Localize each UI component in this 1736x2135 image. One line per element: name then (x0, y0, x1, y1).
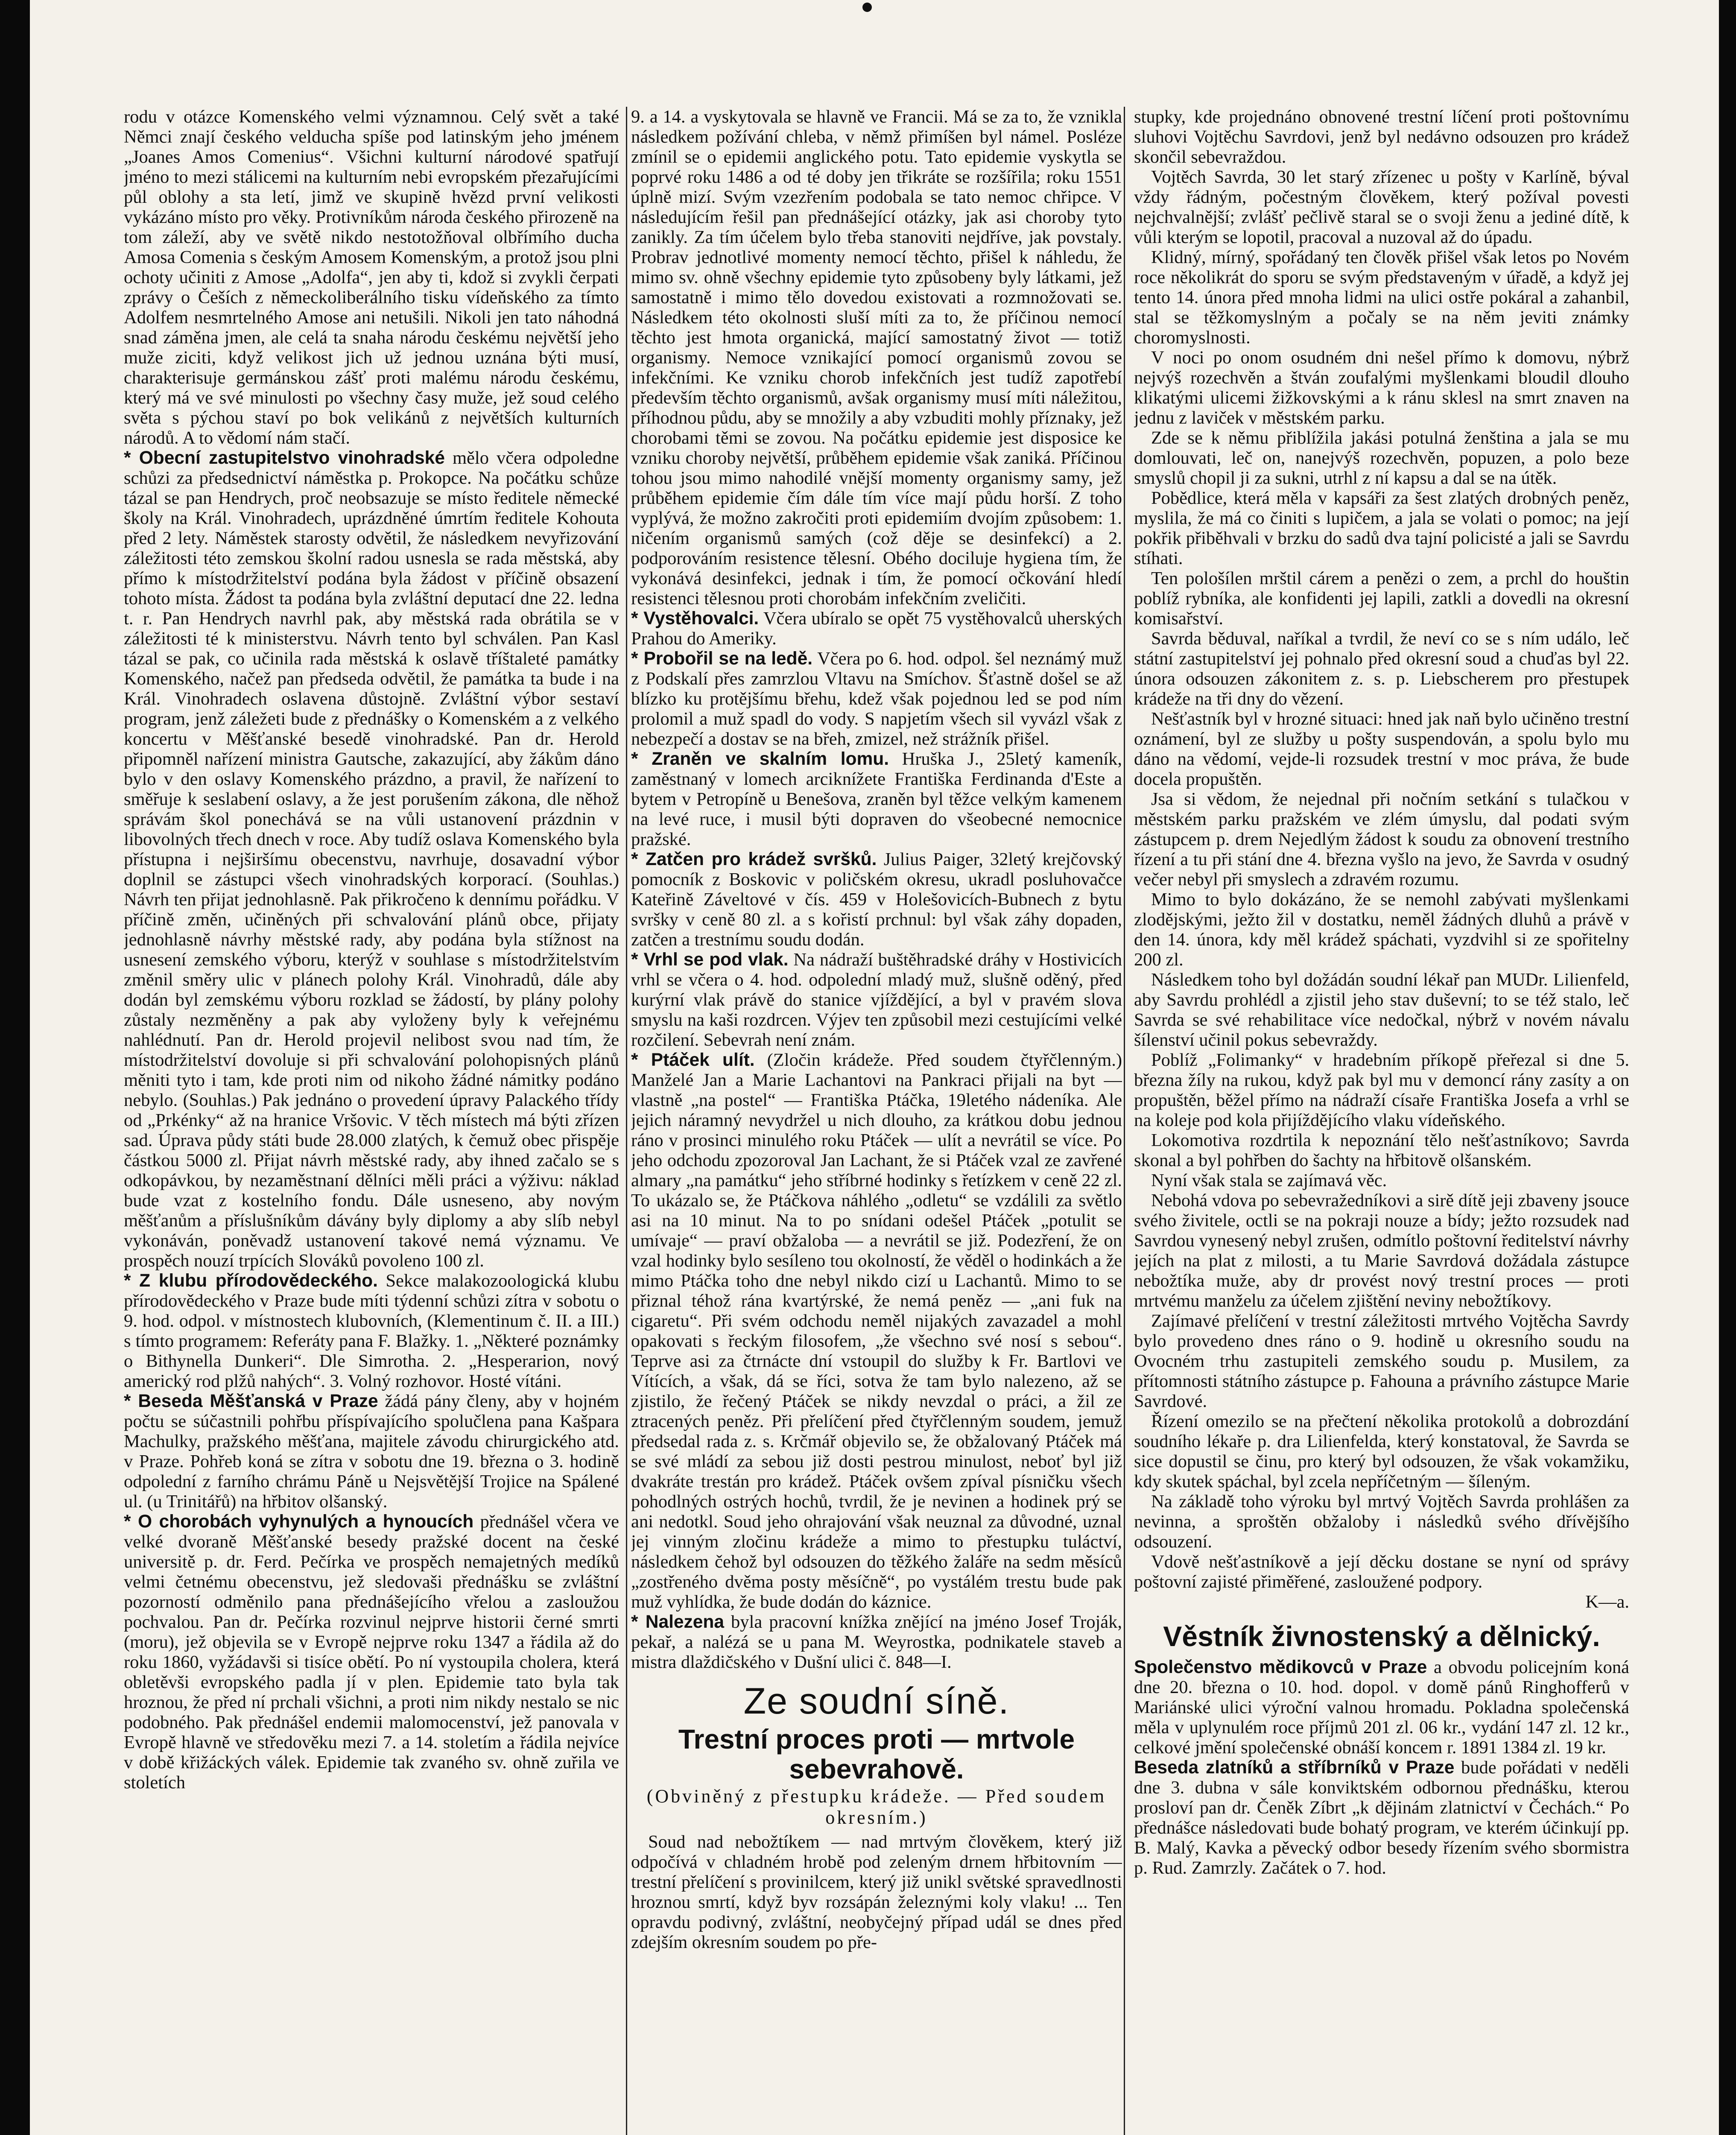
article-paragraph (631, 950, 1122, 1050)
article-heading: * Beseda Měšťanská v Praze (124, 1391, 378, 1411)
article-subtitle: (Obviněný z přestupku krádeže. — Před soudem okresním.) (646, 1786, 1107, 1828)
article-text: stupky, kde projednáno obnovené trestní líčení proti poštovnímu sluhovi Vojtěchu Savrdovi, jenž byl nedávno odsouzen pro krádež skončil sebevraždou. (1134, 107, 1629, 167)
article-heading: * Ptáček ulít. (631, 1050, 755, 1070)
article-paragraph (631, 749, 1122, 849)
article-text: Zajímavé přelíčení v trestní záležitosti mrtvého Vojtěcha Savrdy bylo provedeno dnes ráno o 9. hodině u okresního soudu na Ovocném trhu zastupiteli zemského soudu p. Musilem, za přítomnosti státního zástupce p. Fahouna a právního zástupce Marie Savrdové. (1134, 1311, 1629, 1411)
article-text: Řízení omezilo se na přečtení několika protokolů a dobrozdání soudního lékaře p. dra Lilienfelda, který konstatoval, že Savrda se sice dopustil se činu, pro který byl odsouzen, že však vokamžiku, kdy skutek spáchal, byl zcela nepříčetným — šíleným. (1134, 1411, 1629, 1492)
section-title-trade: Věstník živnostenský a dělnický. (1163, 1620, 1600, 1652)
article-paragraph (631, 1612, 1122, 1672)
article-heading: * Vrhl se pod vlak. (631, 950, 789, 970)
newspaper-page (124, 107, 1640, 2135)
article-heading: * O chorobách vyhynulých a hynoucích (124, 1512, 474, 1532)
article-heading: * Zatčen pro krádež svršků. (631, 849, 877, 869)
article-text: Včera ubíralo se opět 75 vystěhovalců uherských Prahou do Ameriky. (631, 608, 1122, 649)
article-paragraph (124, 1391, 619, 1512)
article-paragraph (1134, 1758, 1629, 1878)
article-paragraph (631, 849, 1122, 950)
article-paragraph (631, 649, 1122, 749)
article-text: Na nádraží buštěhradské dráhy v Hostivicích vrhl se včera o 4. hod. odpolední mladý muž, slušně oděný, před kurýrní vlak právě do stanice vjíždějící, a byl v pravém slova smyslu na kaši rozdrcen. Výjev ten způsobil mezi cestujícími velké rozčilení. Sebevrah není znám. (631, 950, 1122, 1050)
article-heading: * Nalezena (631, 1612, 725, 1632)
article-paragraph (1134, 1657, 1629, 1758)
column-1 (124, 107, 619, 2135)
article-text: Zde se k němu přiblížila jakási potulná ženština a jala se mu domlouvati, leč on, nanejvýš rozechvěn, popuzen, a polo beze smyslů chopil ji za sukni, utrhl z ní kapsu a dal se na útěk. (1134, 428, 1629, 488)
article-text: byla pracovní knížka znějící na jméno Josef Troják, pekař, a nalézá se u pana M. Weyrostka, podnikatele staveb a mistra dlaždičského v Dušní ulici č. 848—I. (631, 1612, 1122, 1672)
article-text: Vojtěch Savrda, 30 let starý zřízenec u pošty v Karlíně, býval vždy řádným, počestným člověkem, který požíval povesti nejchvalnější; zvlášť pečlivě staral se o svoji ženu a jediné dítě, k vůli kterým se lopotil, pracoval a nuzoval až do úpadu. (1134, 167, 1629, 247)
article-paragraph (631, 608, 1122, 649)
article-heading: Beseda zlatníků a stříbrníků v Praze (1134, 1758, 1455, 1778)
author-signature: K—a. (1585, 1592, 1629, 1612)
article-paragraph (124, 1271, 619, 1391)
article-paragraph (124, 448, 619, 1271)
article-paragraph (124, 1512, 619, 1793)
article-text: Ten pološílen mrštil cárem a penězi o zem, a prchl do houštin poblíž rybníka, ale konfidenti jej lapili, zatkli a dovedli na okresní komisařství. (1134, 568, 1629, 629)
article-text: Včera po 6. hod. odpol. šel neznámý muž z Podskalí přes zamrzlou Vltavu na Smíchov. Šťastně došel se až blízko ku protějšímu břehu, kdež však pojednou led se pod ním prolomil a muž spadl do vody. S napjetím všech sil vyvázl však z nebezpečí a dostav se na břeh, zmizel, než strážník přišel. (631, 649, 1122, 749)
section-title-court: Ze soudní síně. (743, 1681, 1010, 1722)
article-heading: * Z klubu přírodovědeckého. (124, 1271, 378, 1291)
article-text: Nyní však stala se zajímavá věc. (1151, 1170, 1387, 1190)
article-text: Lokomotiva rozdrtila k nepoznání tělo nešťastníkovo; Savrda skonal a byl pohřben do šachty na hřbitově olšanském. (1134, 1130, 1629, 1170)
article-heading: * Zraněn ve skalním lomu. (631, 749, 889, 769)
article-text: V noci po onom osudném dni nešel přímo k domovu, nýbrž nejvýš rozechvěn a štván zoufalými myšlenkami bloudil dlouho klikatými ulicemi žižkovskými a k ránu sklesl na smrt znaven na jednu z laviček v městském parku. (1134, 348, 1629, 428)
article-text: přednášel včera ve velké dvoraně Měšťanské besedy pražské docent na české universitě p. dr. Ferd. Pečírka ve prospěch nemajetných medíků velmi četnému obecenstvu, jež sledovaši přednášku se zvláštní pozorností odměnilo pana přednášejícího vřelou a zasloužou pochvalou. Pan dr. Pečírka rozvinul nejprve historii černé smrti (moru), jež objevila se v Evropě nejprve roku 1347 a řádila až do roku 1860, vyžádavši si tisíce obětí. Po ní vystoupila cholera, která obletěvši evropského padla jí v plen. Epidemie tato byla tak hroznou, že před ní prchali všichni, a proti nim nikdy nestalo se nic podobného. Pak přednášel endemii malomocenství, jež panovala v Evropě hlavně ve středověku mezi 7. a 14. stoletím a řádila nejvíce v době křižáckých válek. Epidemie tak zvaného sv. ohně zuřila ve stoletích (124, 1512, 619, 1793)
article-heading: * Vystěhovalci. (631, 608, 759, 629)
article-text: Soud nad nebožtíkem — nad mrtvým člověkem, který již odpočívá v chladném hrobě pod zeleným drnem hřbitovním — trestní přelíčení s provinilcem, který již unikl světské spravedlnosti hroznou smrtí, když byv rozsápán železnými koly vlaku! ... Ten opravdu podivný, zvláštní, neobyčejný případ udál se dnes před zdejším okresním soudem po pře- (631, 1832, 1122, 1952)
article-text: (Zločin krádeže. Před soudem čtyřčlenným.) Manželé Jan a Marie Lachantovi na Pankraci přijali na byt — vlastně „na postel“ — Františka Ptáčka, 19letého nádeníka. Ale jejich náramný nevydržel u nich dlouho, za krátkou dobu jednou ráno v prosinci minulého roku Ptáček — ulít a nevrátil se více. Po jeho odchodu zpozoroval Jan Lachant, že si Ptáček vzal ze zavřené almary „na památku“ jeho stříbrné hodinky s řetízkem v ceně 22 zl. To ukázalo se, že Ptáčkova náhlého „odletu“ se vzdálili za světlo asi na 10 minut. Na to po snídani odešel Ptáček „potulit se umívaje“ — praví obžaloba — a nevrátil se již. Podezření, že on vzal hodinky bylo sesíleno tou okolností, že věděl o hodinkách a že mimo Ptáčka toho dne nebyl nikdo cizí u Lachantů. Mimo to se přiznal téhož rána kvartýrské, že nemá peněz — „ani fuk na cigaretu“. Při svém odchodu neměl nijakých zavazadel a mohl opakovati s řeckým filosofem, „že všechno své nosí s sebou“. Teprve asi za čtrnácte dní vstoupil do služby k Fr. Bartlovi ve Vítících, a však, dá se říci, sotva že tam bylo nalezeno, až se zjistilo, že řečený Ptáček se nikdy nevzdal o práci, a žil ze ztracených peněz. Při přelíčení před čtyřčlenným soudem, jemuž předsedal rada z. s. Krčmář objevilo se, že obžalovaný Ptáček má se své mládí za sebou již dosti pestrou minulost, neboť byl již dvakráte trestán pro krádež. Ptáček ovšem zpíval písničku všech pohodlných ostrých hochů, tvrdil, že je nevinen a hodinek prý se ani nedotkl. Soud jeho ohrajování však neuznal za důvodné, uznal jej vinným zločinu krádeže a mimo to přestupku tuláctví, následkem čehož byl odsouzen do těžkého žaláře na sedm měsíců „zostřeného dvěma posty měsíčně“, po vystálém trestu bude pak muž vyhlídka, že bude dodán do káznice. (631, 1050, 1122, 1612)
article-heading: * Obecní zastupitelstvo vinohradské (124, 448, 445, 468)
article-text: 9. a 14. a vyskytovala se hlavně ve Francii. Má se za to, že vznikla následkem požívání chleba, v němž přimíšen byl námel. Posléze zmínil se o epidemii anglického potu. Tato epidemie vyskytla se poprvé roku 1486 a od té doby jen třikráte se rozšířila; roku 1551 úplně mizí. Svým vzezřením podobala se tato nemoc chřipce. V následujícím řešil pan přednášející otázky, jak asi choroby tyto zanikly. Za tím účelem bylo třeba stanoviti nejdříve, jak povstaly. Probrav jednotlivé momenty nemocí těchto, přišel k náhledu, že mimo sv. ohně všechny epidemie tyto způsobeny byly látkami, jež samostatně i mimo tělo dovedou existovati a rozmnožovati se. Následkem této okolnosti sluší míti za to, že příčinou nemocí těchto jest hmota organická, mající samostatný život — totiž organismy. Nemoce vznikající pomocí organismů zovou se infekčními. Ke vzniku chorob infekčních jest tudíž zapotřebí především těchto organismů, avšak organismy musí míti náležitou, příhodnou půdu, aby se množily a aby vzbuditi mohly příznaky, jež chorobami těmi se zovou. Na počátku epidemie jest disposice ke vzniku choroby největší, průběhem epidemie však zaniká. Příčinou tohou jsou mimo nahodilé vnější momenty organismy samy, jež průběhem epidemie čím dále tím více mají půdu horší. Z toho vyplývá, že možno zakročiti proti epidemiím dvojím způsobem: 1. ničením organismů samých (což děje se desinfekcí) a 2. podporováním resistence tělesní. Obého dociluje hygiena tím, že vykonává desinfekci, jednak i tím, že pomocí očkování hledí resistenci tělesnou proti chorobám infekčním zveličiti. (631, 107, 1122, 608)
article-text: Poblíž „Folimanky“ v hradebním příkopě přeřezal si dne 5. března žíly na rukou, když pak byl mu v demoncí rány zasíty a on propuštěn, běžel přímo na nádraží císaře Františka Josefa a vrhl se na koleje pod kola přijíždějícího vlaku vídeňského. (1134, 1050, 1629, 1130)
article-title: Trestní proces proti — mrtvole sebevrahově. (678, 1724, 1075, 1784)
article-text: bude pořádati v neděli dne 3. dubna v sále konviktském odbornou přednášku, kterou prosloví pan dr. Čeněk Zíbrt „k dějinám zlatnictví v Čechách.“ Po přednášce následovati bude bohatý program, ve kterém účinkují pp. B. Malý, Kavka a pěvecký odbor besedy řízením svého sbormistra p. Rud. Zamrzly. Začátek o 7. hod. (1134, 1758, 1629, 1878)
article-text: Savrda běduval, naříkal a tvrdil, že neví co se s ním událo, leč státní zastupitelství jej pohnalo před okresní soud a chuďas byl 22. února odsouzen zákonitem z. s. p. Liebscherem pro přestupek krádeže na tři dny do vězení. (1134, 629, 1629, 709)
article-text: Následkem toho byl dožádán soudní lékař pan MUDr. Lilienfeld, aby Savrdu prohlédl a zjistil jeho stav duševní; to se též stalo, leč Savrda se své rehabilitace více nedočkal, nýbrž v novém návalu šílenství učinil pokus sebevraždy. (1134, 970, 1629, 1050)
article-text: Vdově nešťastníkově a její děcku dostane se nyní od správy poštovní zajisté přiměřené, zasloužené podpory. (1134, 1552, 1629, 1592)
article-text: Julius Paiger, 32letý krejčovský pomocník z Boskovic v poličském okresu, ukradl posluhovačce Kateřině Záveltové v čís. 459 v Holešovicích-Bubnech z bytu svršky v ceně 80 zl. a s kořistí prchnul: byl však záhy dopaden, zatčen a trestnímu soudu dodán. (631, 849, 1122, 950)
article-text: Klidný, mírný, spořádaný ten člověk přišel však letos po Novém roce několikrát do sporu se svým představeným v úřadě, a když jej tento 14. února před mnoha lidmi na ulici ostře pokáral a zahanbil, stal se těžkomyslným a počaly se na něm jeviti známky choromyslnosti. (1134, 247, 1629, 348)
article-text: Pobědlice, která měla v kapsáři za šest zlatých drobných peněz, myslila, že má co činiti s lupičem, a jala se volati o pomoc; na její pokřik přiběhvali v brzku do sadů dva tajní policisté a jali se Savrdu stíhati. (1134, 488, 1629, 568)
article-text: Nebohá vdova po sebevražedníkovi a sirě dítě jeji zbaveny jsouce svého živitele, octli se na pokraji nouze a bídy; ježto rozsudek nad Savrdou vynesený nebyl zrušen, odmítlo poštovní ředitelství návrhy jejích na plat z milosti, a tu Marie Savrdová dožádala zástupce nebožtíka muže, aby dr provést nový trestní proces — proti mrtvému manželu za účelem zjištění neviny nebožtíkovy. (1134, 1190, 1629, 1311)
article-text: Sekce malakozoologická klubu přírodovědeckého v Praze bude míti týdenní schůzi zítra v sobotu o 9. hod. odpol. v místnostech klubovních, (Klementinum č. II. a III.) s tímto programem: Referáty pana F. Blažky. 1. „Některé poznámky o Bithynella Dunkeri“. Dle Simrotha. 2. „Hesperarion, nový americký rod plžů nahých“. 3. Volný rozhovor. Hosté vítáni. (124, 1271, 619, 1391)
article-paragraph (631, 1050, 1122, 1612)
article-text: a obvodu policejním koná dne 20. března o 10. hod. dopol. v domě pánů Ringhofferů v Mariánské ulici výroční valnou hromadu. Pokladna společenská měla v uplynulém roce příjmů 201 zl. 06 kr., vydání 147 zl. 12 kr., celkové jmění společenské obnáší koncem r. 1891 1384 zl. 19 kr. (1134, 1657, 1629, 1758)
column-2 (631, 107, 1122, 2135)
article-text: Jsa si vědom, že nejednal při nočním setkání s tulačkou v městském parku pražském ve zlém úmyslu, dal podati svým zástupcem p. drem Nejedlým žádost k soudu za obnovení trestního řízení a tu při stání dne 4. března vyšlo na jevo, že Savrda v osudný večer nebyl při smyslech a zdravém rozumu. (1134, 789, 1629, 889)
article-text: Hruška J., 25letý kameník, zaměstnaný v lomech arciknížete Františka Ferdinanda d'Este a bytem v Petropíně u Benešova, zraněn byl těžce velkým kamenem na levé ruce, i musil býti dopraven do všeobecné nemocnice pražské. (631, 749, 1122, 849)
article-heading: Společenstvo mědikovců v Praze (1134, 1657, 1427, 1677)
article-text: rodu v otázce Komenského velmi významnou. Celý svět a také Němci znají českého velducha spíše pod latinským jeho jménem „Joanes Amos Comenius“. Všichni kulturní národové spatřují jméno to mezi stálicemi na kulturním nebi evropském přezařujícími půl oblohy a sta letí, jimž ve skupině hvězd první velikosti vykázáno místo pro věky. Protivníkům národa českého přirozeně na tom záleží, aby ve světě nikdo nestotožňoval olbřímího ducha Amosa Comenia s českým Amosem Komenským, a protož jsou plni ochoty učiniti z Amose „Adolfa“, jen aby ti, kdož si zvykli čerpati zprávy o Češích z německoliberálního tisku vídeňského za tímto Adolfem nesmrtelného Amose ani netušili. Nikoli jen tato náhodná snad záměna jmen, ale celá ta snaha národu českému největší jeho muže ziciti, když velikost jich už jednou uznána býti musí, charakterisuje germánskou zášť proti malému národu českému, který má ve své minulosti po všechny časy muže, jež soud celého světa s pýchou staví po bok velikánů z největších kulturních národů. A to vědomí nám stačí. (124, 107, 619, 448)
article-text: Nešťastník byl v hrozné situaci: hned jak naň bylo učiněno trestní oznámení, byl ze služby u pošty suspendován, a spolu bylo mu dáno na vědomí, vejde-li rozsudek trestní v moc práva, že bude docela propuštěn. (1134, 709, 1629, 789)
article-text: mělo včera odpoledne schůzi za předsednictví náměstka p. Prokopce. Na počátku schůze tázal se pan Hendrych, proč neobsazuje se místo ředitele německé školy na Král. Vinohradech, uprázdněné úmrtím ředitele Kohouta před 2 lety. Náměstek starosty odvětil, že následkem nevyřizování záležitosti této zemskou školní radou usnesla se rada městská, aby přímo k místodržitelství podána byla žádost v příčině obsazení tohoto místa. Žádost ta podána byla zvláštní deputací dne 22. ledna t. r. Pan Hendrych navrhl pak, aby městská rada obrátila se v záležitosti té k ministerstvu. Návrh tento byl schválen. Pan Kasl tázal se pak, co učinila rada městská k oslavě tříštaleté památky Komenského, načež pan předseda odvětil, že památka ta bude i na Král. Vinohradech oslavena důstojně. Zvláštní výbor sestaví program, jenž záležeti bude z přednášky o Komenském a z velkého koncertu v Měšťanské besedě vinohradské. Pan dr. Herold připomněl nařízení ministra Gautsche, zakazující, aby žákům dáno bylo v den oslavy Komenského prázdno, a pravil, že nařízení to směřuje k seslabení oslavy, a že jest porušením zákona, dle něhož správám škol ponechává se na vůli ustanovení prázdnin v libovolných třech dnech v roce. Aby tudíž oslava Komenského byla přístupna i nejširšímu obecenstvu, navrhuje, dosavadní výbor doplnil se zástupci všech vinohradských korporací. (Souhlas.) Návrh ten přijat jednohlasně. Pak přikročeno k dennímu pořádku. V příčině změn, učiněných při schvalování plánů obce, přijaty jednohlasně návrhy městské rady, aby podána byla stížnost na usnesení zemského výboru, kterýž v souhlase s místodržitelstvím změnil směry ulic v plánech polohy Král. Vinohradů, dále aby dodán byl zemskému výboru rozklad se žádostí, by plány polohy zůstaly nezměněny a pak aby vyloženy byly k veřejnému nahlédnutí. Pan dr. Herold projevil nelibost svou nad tím, že místodržitelství dovoluje si při schvalování polohopisných plánů měniti tyto i tam, kde proti nim od nikoho žádné námitky podáno nebylo. (Souhlas.) Pak jednáno o provedení úpravy Palackého třídy od „Prkénky“ až na hranice Vršovic. V těch místech má býti zřízen sad. Úprava půdy státi bude 28.000 zlatých, k čemuž obec přispěje částkou 5000 zl. Přijat návrh městské rady, aby ihned začalo se s odkopávkou, by nezaměstnaní dělníci měli práci a výživu: náklad bude vzat z kostelního fondu. Dále usneseno, aby novým měšťanům a příslušníkům dávány byly diplomy a aby slíb nebyl vykonáván, poněvadž ustanovení takové nemá významu. Ve prospěch nouzí trpících Slováků povoleno 100 zl. (124, 448, 619, 1271)
article-text: Na základě toho výroku byl mrtvý Vojtěch Savrda prohlášen za nevinna, a sproštěn obžaloby i následků svého dřívějšího odsouzení. (1134, 1492, 1629, 1552)
article-text: Mimo to bylo dokázáno, že se nemohl zabývati myšlenkami zlodějskými, ježto žil v dostatku, neměl žádných dluhů a právě v den 14. února, kdy měl krádež spáchati, vyzdvihl si ze spořitelny 200 zl. (1134, 889, 1629, 970)
binding-hole (862, 3, 872, 12)
column-3 (1134, 107, 1629, 2135)
article-heading: * Probořil se na ledě. (631, 649, 813, 669)
article-text: žádá pány členy, aby v hojném počtu se súčastnili pohřbu příspívajícího spolučlena pana Kašpara Machulky, pražského měšťana, majitele závodu chirurgického atd. v Praze. Pohřeb koná se zítra v sobotu dne 19. března o 3. hodině odpolední z farního chrámu Páně u Nejsvětější Trojice na Spálené ul. (u Trinitářů) na hřbitov olšanský. (124, 1391, 619, 1512)
